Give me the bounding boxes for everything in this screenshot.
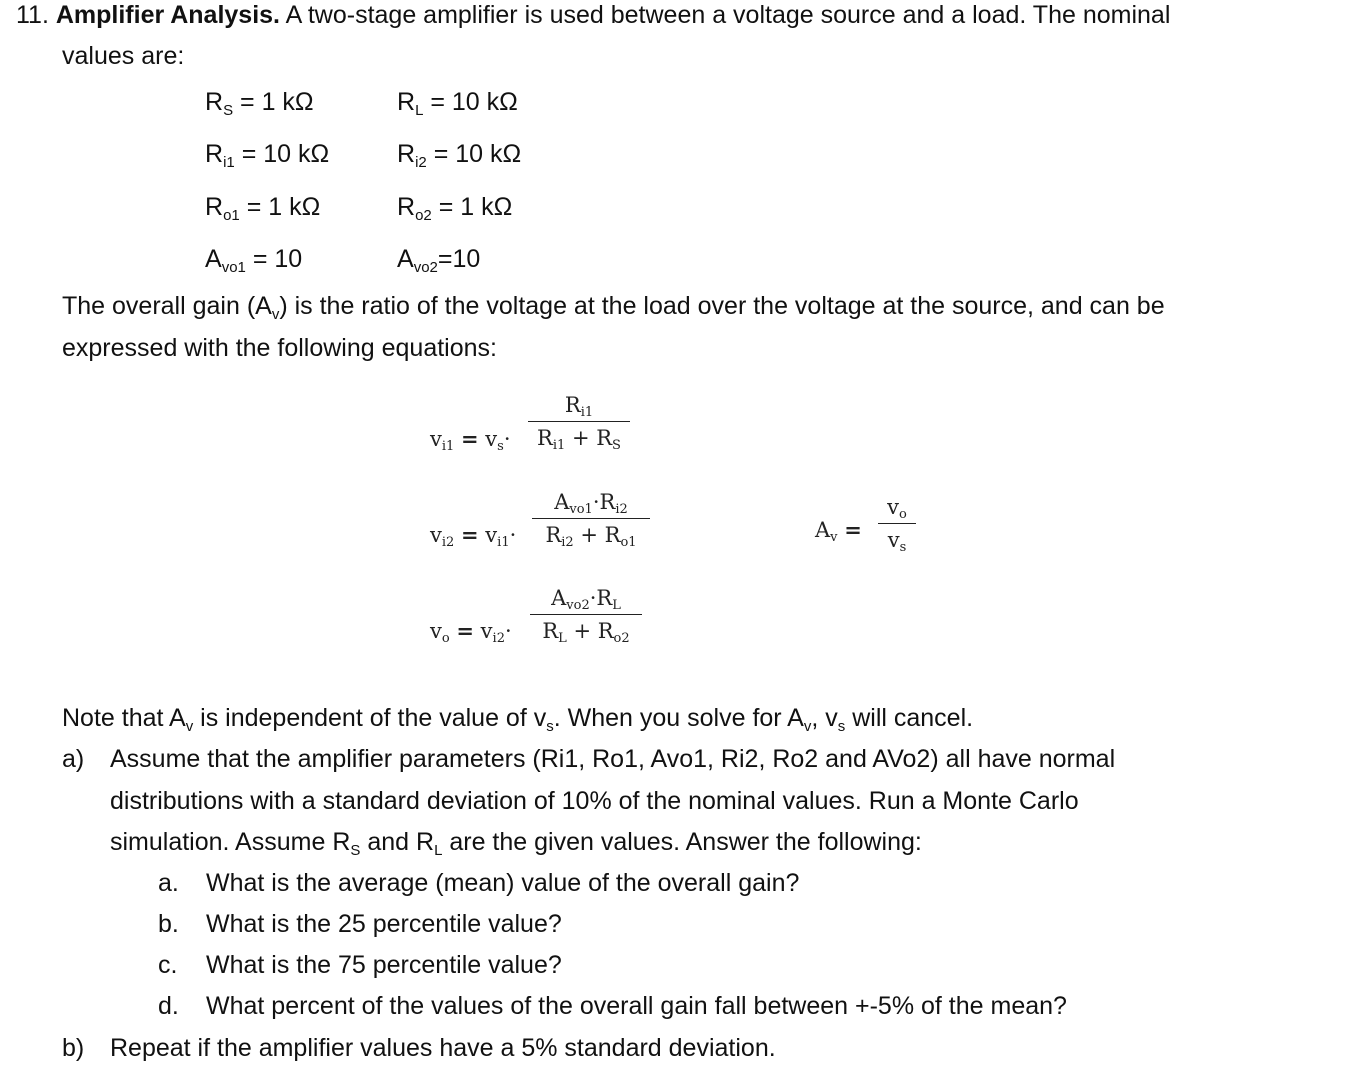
equation-vi1-lhs: $v_{i1} = v_s\cdot$ [430,426,511,454]
question-b-text: What is the 25 percentile value? [206,910,562,938]
question-c-text: What is the 75 percentile value? [206,951,562,979]
problem-title: Amplifier Analysis. [55,1,281,29]
part-b-text: Repeat if the amplifier values have a 5% standard deviation. [110,1034,776,1062]
part-a-line1: Assume that the amplifier parameters (Ri1, Ro1, Avo1, Ri2, Ro2 and AVo2) all have normal [110,745,1116,773]
param-rs: $R_S = 1$ kΩ [205,88,314,119]
part-a-label: a) [62,745,85,773]
problem-intro-cont: values are: [62,42,185,70]
problem-header [16,0,1170,30]
question-d-label: d. [158,992,179,1020]
equation-vo-lhs: $v_o = v_{i2}\cdot$ [430,618,512,646]
question-a-label: a. [158,869,179,897]
param-ri2: $R_{i2} = 10$ kΩ [397,140,522,171]
param-avo1: $A_{vo1} = 10$ [205,245,303,276]
equation-vo-fraction: $A_{vo2}\cdot R_L$ $R_L + R_{o2}$ [530,585,642,644]
question-a-text: What is the average (mean) value of the overall gain? [206,869,800,897]
param-rl: $R_L = 10$ kΩ [397,88,518,119]
param-ro1: $R_{o1} = 1$ kΩ [205,193,321,224]
equation-vi2-fraction: $A_{vo1}\cdot R_{i2}$ $R_{i2} + R_{o1}$ [532,489,650,548]
equation-vi1-fraction: $R_{i1}$ $R_{i1} + R_S$ [528,392,630,451]
equation-vi2-lhs: $v_{i2} = v_{i1}\cdot$ [430,522,517,550]
equation-av-lhs: $A_v$ = [815,517,862,545]
param-ro2: $R_{o2} = 1$ kΩ [397,193,513,224]
part-a-line2: distributions with a standard deviation of 10% of the nominal values. Run a Monte Carlo [110,787,1079,815]
part-a-line3: simulation. Assume $R_S$ and $R_L$ are the given values. Answer the following: [110,828,922,859]
problem-intro: A two-stage amplifier is used between a voltage source and a load. The nominal [285,1,1171,29]
equation-av-fraction: $v_o$ $v_s$ [878,494,916,553]
question-d-text: What percent of the values of the overall gain fall between +-5% of the mean? [206,992,1067,1020]
part-b-label: b) [62,1034,85,1062]
overall-gain-line2: expressed with the following equations: [62,334,497,362]
note-line: Note that $A_v$ is independent of the value of $v_s$. When you solve for $A_v$, $v_s$ will cancel. [62,704,974,735]
question-b-label: b. [158,910,179,938]
question-c-label: c. [158,951,178,979]
problem-number: 11. [16,1,49,29]
overall-gain-line1: The overall gain $(A_v)$ is the ratio of the voltage at the load over the voltage at the source, and can be [62,292,1165,323]
param-avo2: $A_{vo2}=10$ [397,245,481,276]
param-ri1: $R_{i1} = 10$ kΩ [205,140,330,171]
